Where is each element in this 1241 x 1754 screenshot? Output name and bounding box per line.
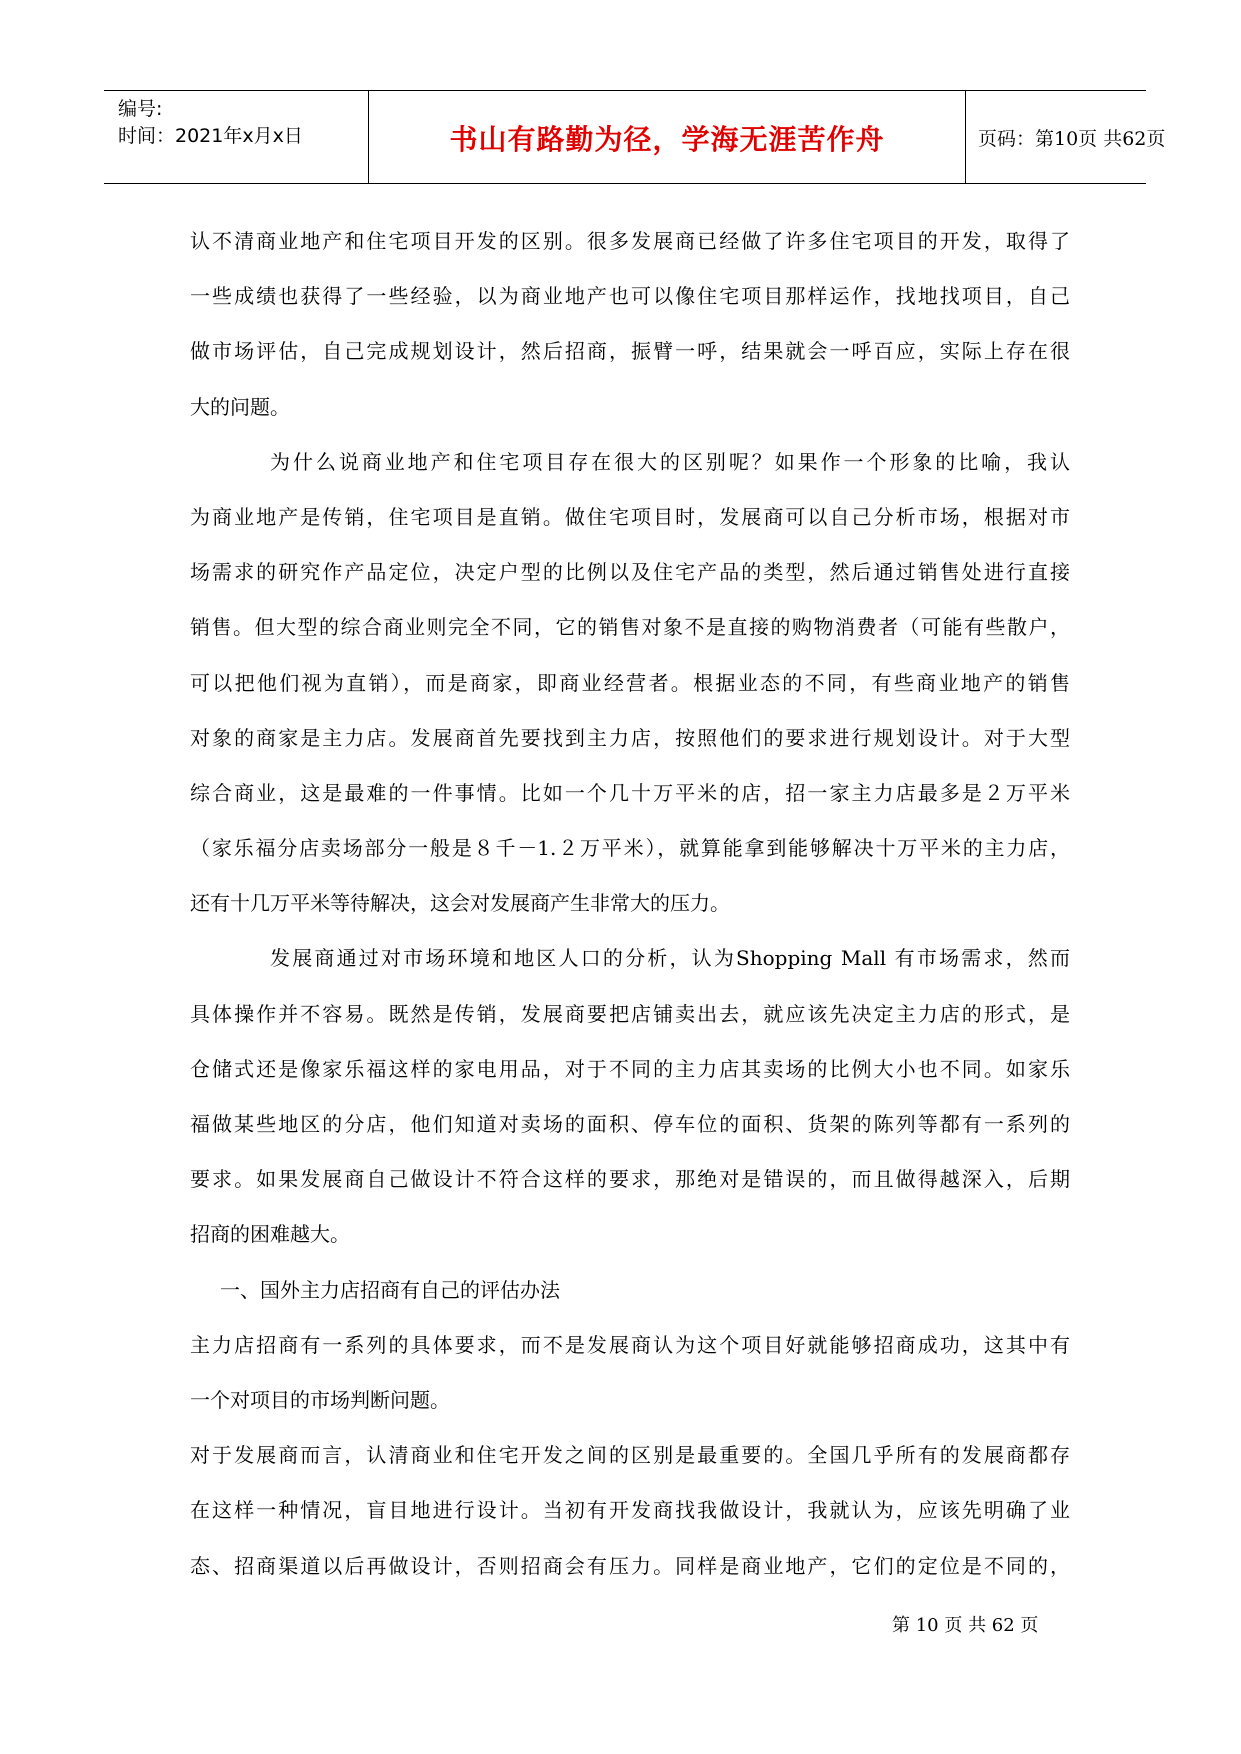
body-line: 大的问题。	[190, 394, 290, 419]
header-page-cell	[966, 91, 1166, 183]
body-line: 对象的商家是主力店。发展商首先要找到主力店，按照他们的要求进行规划设计。对于大型	[190, 725, 1070, 750]
document-number-label: 编号:	[118, 98, 163, 120]
body-line: 一些成绩也获得了一些经验，以为商业地产也可以像住宅项目那样运作，找地找项目，自己	[190, 284, 1070, 309]
body-line: 仓储式还是像家乐福这样的家电用品，对于不同的主力店其卖场的比例大小也不同。如家乐	[190, 1056, 1070, 1081]
body-line: 主力店招商有一系列的具体要求，而不是发展商认为这个项目好就能够招商成功，这其中有	[190, 1332, 1070, 1357]
motto-text: 书山有路勤为径，学海无涯苦作舟	[449, 123, 885, 156]
section-heading: 一、国外主力店招商有自己的评估办法	[220, 1277, 560, 1302]
body-line: 发展商通过对市场环境和地区人口的分析，认为Shopping Mall 有市场需求，然而	[270, 946, 1070, 971]
body-line: 销售。但大型的综合商业则完全不同，它的销售对象不是直接的购物消费者（可能有些散户，	[190, 615, 1070, 640]
header-meta-cell	[104, 91, 369, 183]
body-line: 在这样一种情况，盲目地进行设计。当初有开发商找我做设计，我就认为，应该先明确了业	[190, 1498, 1070, 1523]
header-page-info: 页码：第10页 共62页	[978, 128, 1166, 150]
body-line: 可以把他们视为直销），而是商家，即商业经营者。根据业态的不同，有些商业地产的销售	[190, 670, 1070, 695]
body-line: 要求。如果发展商自己做设计不符合这样的要求，那绝对是错误的，而且做得越深入，后期	[190, 1167, 1070, 1192]
body-line: 福做某些地区的分店，他们知道对卖场的面积、停车位的面积、货架的陈列等都有一系列的	[190, 1112, 1070, 1136]
body-text	[190, 214, 1070, 1594]
body-line: 招商的困难越大。	[190, 1222, 350, 1247]
page-footer: 第 10 页 共 62 页	[892, 1615, 1039, 1636]
body-line: 对于发展商而言，认清商业和住宅开发之间的区别是最重要的。全国几乎所有的发展商都存	[190, 1443, 1070, 1468]
body-line: 为什么说商业地产和住宅项目存在很大的区别呢？如果作一个形象的比喻，我认	[270, 449, 1070, 474]
body-line: 做市场评估，自己完成规划设计，然后招商，振臂一呼，结果就会一呼百应，实际上存在很	[190, 339, 1070, 364]
body-line: 态、招商渠道以后再做设计，否则招商会有压力。同样是商业地产，它们的定位是不同的，	[190, 1553, 1070, 1578]
header-motto-cell	[369, 91, 966, 183]
body-line: 场需求的研究作产品定位，决定户型的比例以及住宅产品的类型，然后通过销售处进行直接	[190, 560, 1070, 585]
body-line: 认不清商业地产和住宅项目开发的区别。很多发展商已经做了许多住宅项目的开发，取得了	[190, 229, 1070, 253]
body-line: 一个对项目的市场判断问题。	[190, 1387, 450, 1412]
body-line: 综合商业，这是最难的一件事情。比如一个几十万平米的店，招一家主力店最多是２万平米	[190, 780, 1070, 805]
body-line: （家乐福分店卖场部分一般是８千－1.２万平米），就算能拿到能够解决十万平米的主力店，	[190, 836, 1070, 861]
body-line: 为商业地产是传销，住宅项目是直销。做住宅项目时，发展商可以自己分析市场，根据对市	[190, 504, 1070, 529]
body-line: 还有十几万平米等待解决，这会对发展商产生非常大的压力。	[190, 891, 730, 916]
body-line: 具体操作并不容易。既然是传销，发展商要把店铺卖出去，就应该先决定主力店的形式，是	[190, 1001, 1070, 1026]
document-time-label: 时间：2021年x月x日	[118, 125, 303, 147]
page-header	[104, 90, 1166, 184]
